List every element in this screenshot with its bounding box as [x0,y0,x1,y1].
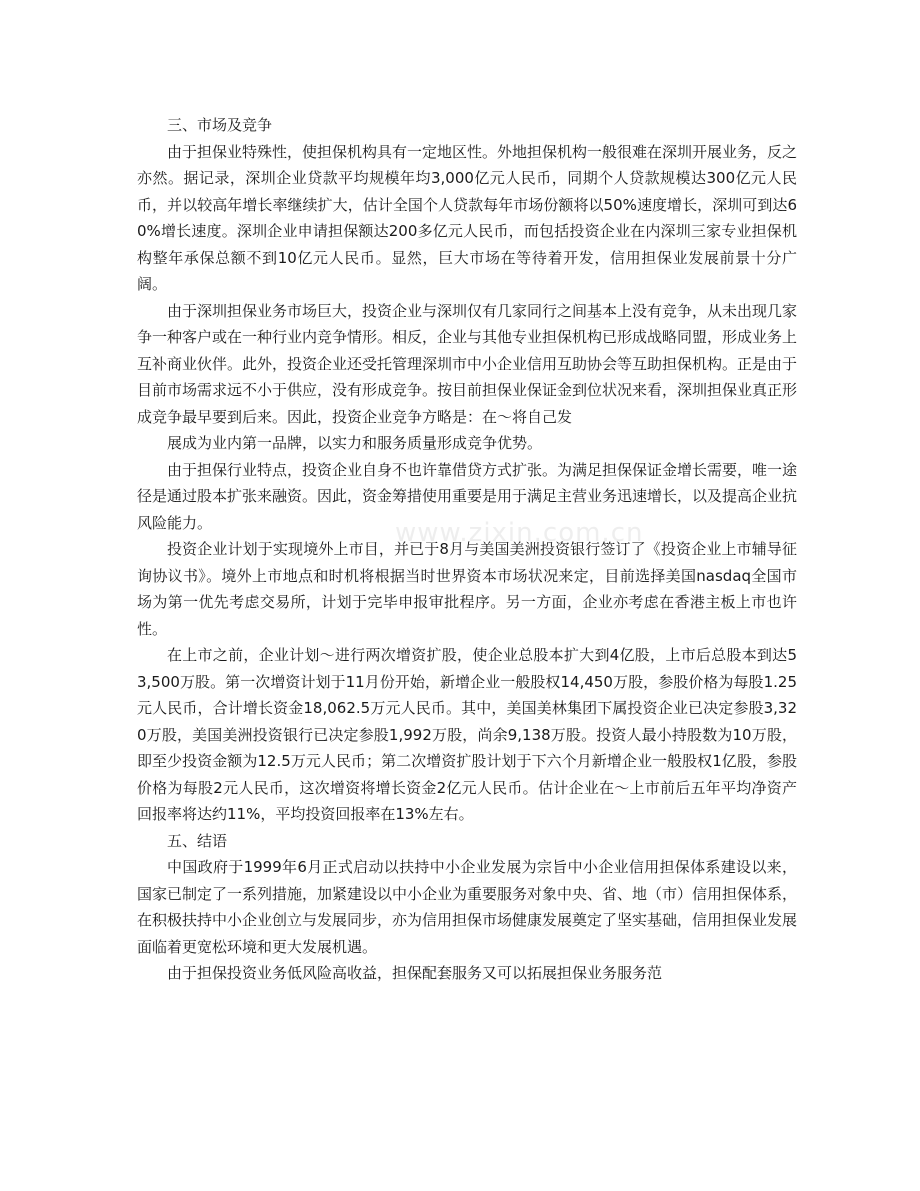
paragraph: 展成为业内第一品牌，以实力和服务质量形成竞争优势。 [167,434,543,452]
paragraph: 由于担保业特殊性，使担保机构具有一定地区性。外地担保机构一般很难在深圳开展业务，反之亦然。据记录，深圳企业贷款平均规模年均3,000亿元人民币，同期个人贷款规模达300亿元人民币，并以较高年增长率继续扩大，估计全国个人贷款每年市场份额将以50%速度增长，深圳可到达60%增长速度。深圳企业申请担保额达200多亿元人民币，而包括投资企业在内深圳三家专业担保机构整年承保总额不到10亿元人民币。显然，巨大市场在等待着开发，信用担保业发展前景十分广阔。 [137,142,798,293]
section-heading-market: 三、市场及竞争 [167,116,273,134]
paragraph: 由于担保投资业务低风险高收益，担保配套服务又可以拓展担保业务服务范 [167,964,663,982]
paragraph: 由于深圳担保业务市场巨大，投资企业与深圳仅有几家同行之间基本上没有竞争，从未出现几家争一种客户或在一种行业内竞争情形。相反，企业与其他专业担保机构已形成战略同盟，形成业务上互补商业伙伴。此外，投资企业还受托管理深圳市中小企业信用互助协会等互助担保机构。正是由于目前市场需求远不小于供应，没有形成竞争。按目前担保业保证金到位状况来看，深圳担保业真正形成竞争最早要到后来。因此，投资企业竞争方略是：在～将自己发 [137,301,798,426]
section-heading-conclusion: 五、结语 [167,831,228,850]
paragraph: 投资企业计划于实现境外上市目，并已于8月与美国美洲投资银行签订了《投资企业上市辅导征询协议书》。境外上市地点和时机将根据当时世界资本市场状况来定，目前选择美国nasdaq全国市场为第一优先考虑交易所，计划于完毕申报审批程序。另一方面，企业亦考虑在香港主板上市也许性。 [137,540,797,638]
document-body [137,112,797,987]
paragraph: 中国政府于1999年6月正式启动以扶持中小企业发展为宗旨中小企业信用担保体系建设以来，国家已制定了一系列措施，加紧建设以中小企业为重要服务对象中央、省、地（市）信用担保体系，在积极扶持中小企业创立与发展同步，亦为信用担保市场健康发展奠定了坚实基础，信用担保业发展面临着更宽松环境和更大发展机遇。 [137,858,798,956]
paragraph: 在上市之前，企业计划～进行两次增资扩股，使企业总股本扩大到4亿股，上市后总股本到达53,500万股。第一次增资计划于11月份开始，新增企业一般股权14,450万股，参股价格为每股1.25元人民币，合计增长资金18,062.5万元人民币。其中，美国美林集团下属投资企业已决定参股3,320万股，美国美洲投资银行已决定参股1,992万股，尚余9,138万股。投资人最小持股数为10万股，即至少投资金额为12.5万元人民币；第二次增资扩股计划于下六个月新增企业一般股权1亿股，参股价格为每股2元人民币，这次增资将增长资金2亿元人民币。估计企业在～上市前后五年平均净资产回报率将达约11%，平均投资回报率在13%左右。 [137,646,797,823]
watermark: www.zixin.com.cn [395,518,644,548]
paragraph: 由于担保行业特点，投资企业自身不也许靠借贷方式扩张。为满足担保保证金增长需要，唯一途径是通过股本扩张来融资。因此，资金筹措使用重要是用于满足主营业务迅速增长，以及提高企业抗风险能力。 [137,460,798,532]
